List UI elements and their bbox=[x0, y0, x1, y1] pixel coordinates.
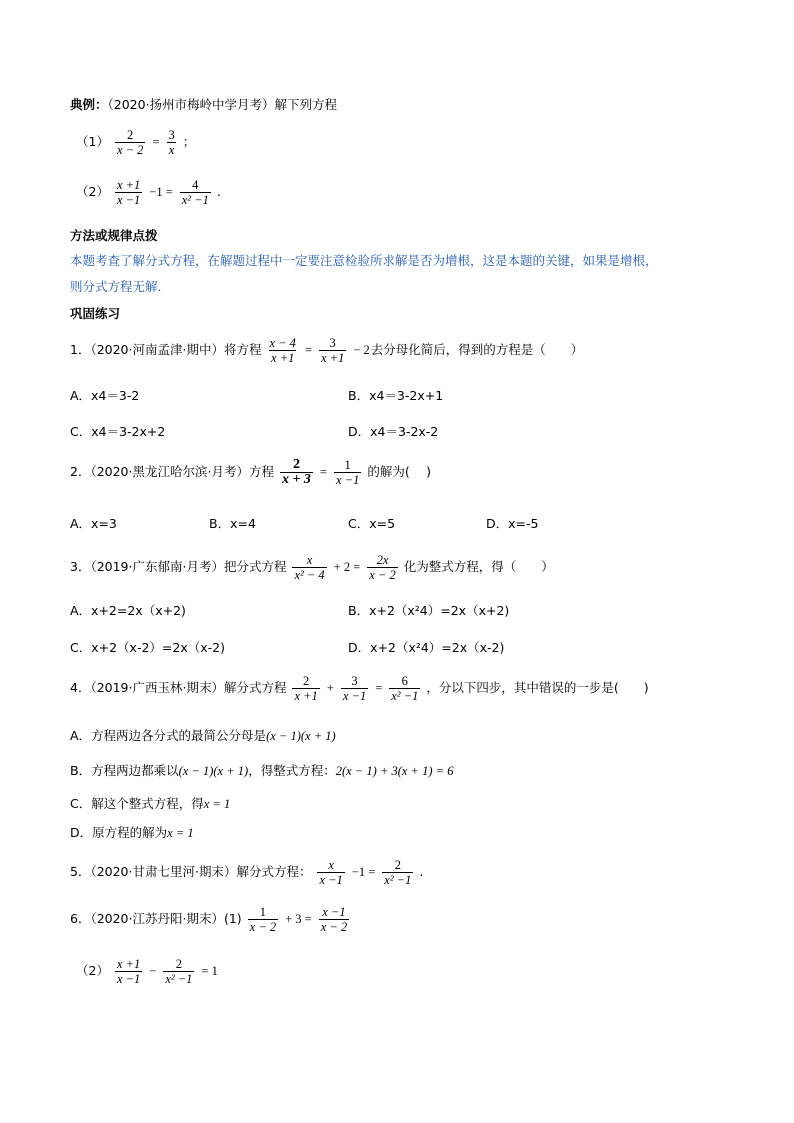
example-part1: （1） $\frac{2}{x - 2}$ = $\frac{3}{x}$ ； bbox=[76, 128, 196, 157]
question-4: 4．（2019·广西玉林·期末）解分式方程 $\frac{2}{x +1}$ + $\frac{3}{x -1}$ = $\frac{6}{\text{x² −1}}$ ，分以下四步，其中错误的一步是( ) bbox=[70, 674, 649, 703]
q4-option-b: B．方程两边都乘以(x − 1)(x + 1)，得整式方程：2(x − 1) + 3(x + 1) = 6 bbox=[70, 763, 454, 778]
q4-option-a: A．方程两边各分式的最简公分母是(x − 1)(x + 1) bbox=[70, 728, 336, 743]
method-line-1: 本题考查了解分式方程，在解题过程中一定要注意检验所求解是否为增根，这是本题的关键，如果是增根， bbox=[70, 253, 658, 268]
question-3: 3．（2019·广东郁南·月考）把分式方程 $\frac{x}{\text{x² − 4}}$ + 2 = $\frac{2x}{x - 2}$ 化为整式方程，得（ ） bbox=[70, 553, 554, 582]
q4-option-d: D．原方程的解为x = 1 bbox=[70, 825, 194, 840]
q3-option-b: B．x+2（x²4）=2x（x+2) bbox=[348, 603, 510, 618]
question-6: 6．（2020·江苏丹阳·期末）(1) $\frac{1}{x - 2}$ + 3 = $\frac{x -1}{x - 2}$ bbox=[70, 905, 348, 934]
q3-option-d: D．x+2（x²4）=2x（x-2) bbox=[348, 640, 505, 655]
q3-option-a: A．x+2=2x（x+2) bbox=[70, 603, 186, 618]
q1-option-d: D．x4＝3-2x-2 bbox=[348, 424, 439, 439]
question-1: 1．（2020·河南孟津·期中）将方程 $\frac{x - 4}{x +1}$ = $\frac{3}{x +1}$ − 2去分母化简后，得到的方程是（ ） bbox=[70, 336, 584, 365]
example-part2: （2） $\frac{x +1}{x -1}$ −1 = $\frac{4}{\text{x² −1}}$ . bbox=[76, 178, 221, 207]
q4-option-c: C．解这个整式方程，得x = 1 bbox=[70, 796, 231, 811]
q2-option-a: A．x=3 bbox=[70, 516, 117, 531]
question-2: 2．（2020·黑龙江哈尔滨·月考）方程 $\frac{2}{x + 3}$ = $\frac{1}{x -1}$ 的解为( ) bbox=[70, 457, 432, 487]
q1-option-b: B．x4＝3-2x+1 bbox=[348, 388, 444, 403]
q3-option-c: C．x+2（x-2）=2x（x-2) bbox=[70, 640, 225, 655]
question-6-part2: （2） $\frac{x +1}{x -1}$ − $\frac{2}{\text{x² −1}}$ = 1 bbox=[76, 957, 218, 986]
q2-option-c: C．x=5 bbox=[348, 516, 396, 531]
example-label: 典例： bbox=[70, 97, 108, 112]
practice-title: 巩固练习 bbox=[70, 306, 121, 321]
question-5: 5．（2020·甘肃七里河·期末）解分式方程： $\frac{x}{x -1}$ −1 = $\frac{2}{\text{x² −1}}$ . bbox=[70, 858, 424, 887]
method-title: 方法或规律点拨 bbox=[70, 228, 158, 243]
q2-option-b: B．x=4 bbox=[209, 516, 256, 531]
example-heading bbox=[70, 97, 337, 113]
example-source: （2020·扬州市梅岭中学月考）解下列方程 bbox=[107, 97, 338, 112]
q1-option-c: C．x4＝3-2x+2 bbox=[70, 424, 166, 439]
q2-option-d: D．x=-5 bbox=[486, 516, 539, 531]
method-line-2: 则分式方程无解． bbox=[70, 279, 171, 294]
q1-option-a: A．x4＝3-2 bbox=[70, 388, 140, 403]
